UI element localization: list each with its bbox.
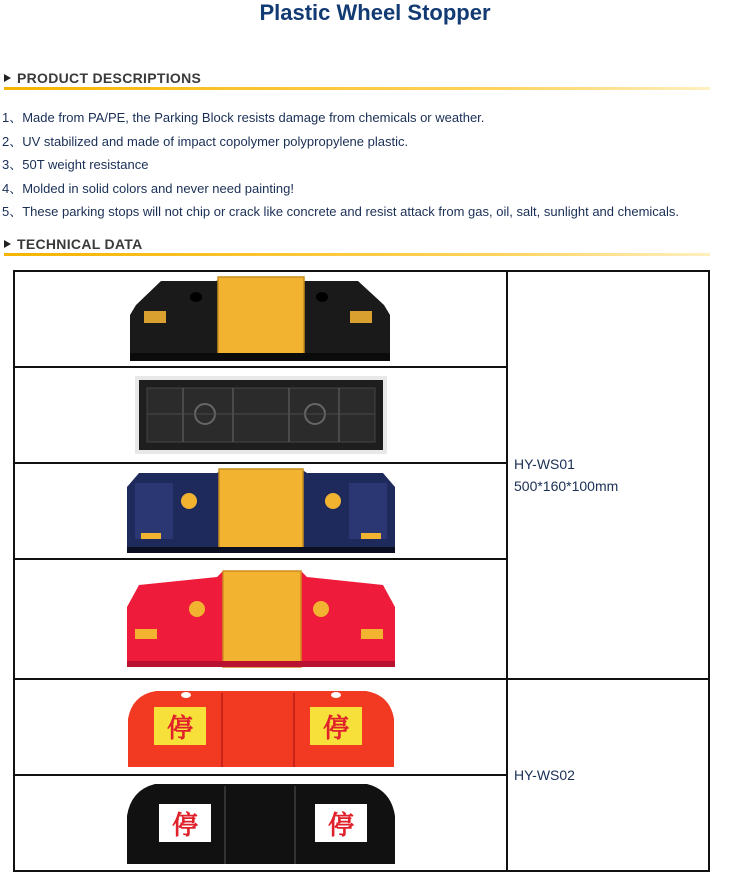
page-title: Plastic Wheel Stopper — [259, 0, 491, 25]
arrow-right-icon — [4, 74, 11, 82]
section-technical-data — [4, 234, 710, 256]
black-yellow-stopper-image — [126, 275, 396, 363]
stop-character: 停 — [166, 714, 193, 744]
section-heading — [4, 70, 201, 86]
red-yellow-stopper-image — [125, 567, 397, 671]
table-row — [14, 679, 709, 775]
model-cell-hy-ws02 — [507, 679, 709, 871]
model-size: 500*160*100mm — [514, 478, 619, 494]
orange-red-stopper-image — [126, 685, 396, 769]
stop-character: 停 — [327, 811, 354, 841]
product-image-cell — [14, 367, 507, 463]
description-item: 4、Molded in solid colors and never need painting! — [2, 180, 294, 196]
model-code: HY-WS01 — [514, 456, 575, 472]
technical-data-table — [13, 270, 710, 872]
description-item: 5、These parking stops will not chip or crack like concrete and resist attack from gas, oil, salt, sunlight and chemicals. — [2, 204, 680, 219]
model-code: HY-WS02 — [514, 767, 575, 783]
description-item: 1、Made from PA/PE, the Parking Block resists damage from chemicals or weather. — [2, 110, 485, 125]
navy-yellow-stopper-image — [125, 467, 397, 555]
section-heading-text: PRODUCT DESCRIPTIONS — [17, 70, 202, 86]
section-product-descriptions — [4, 68, 710, 90]
description-item: 2、UV stabilized and made of impact copolymer polypropylene plastic. — [2, 133, 409, 149]
black-white-stopper-image — [125, 780, 397, 866]
model-cell-hy-ws01 — [507, 271, 709, 679]
description-list — [2, 108, 679, 226]
product-image-cell — [14, 679, 507, 775]
section-heading — [4, 236, 143, 252]
stop-character: 停 — [171, 811, 198, 841]
section-underline — [4, 253, 710, 256]
description-item: 3、50T weight resistance — [2, 157, 149, 172]
arrow-right-icon — [4, 240, 11, 248]
product-image-cell — [14, 463, 507, 559]
product-image-cell — [14, 559, 507, 679]
table-row — [14, 271, 709, 367]
stop-character: 停 — [322, 714, 349, 744]
section-underline — [4, 87, 710, 90]
section-heading-text: TECHNICAL DATA — [17, 236, 143, 252]
stopper-underside-image — [133, 374, 389, 456]
product-image-cell — [14, 271, 507, 367]
product-image-cell — [14, 775, 507, 871]
